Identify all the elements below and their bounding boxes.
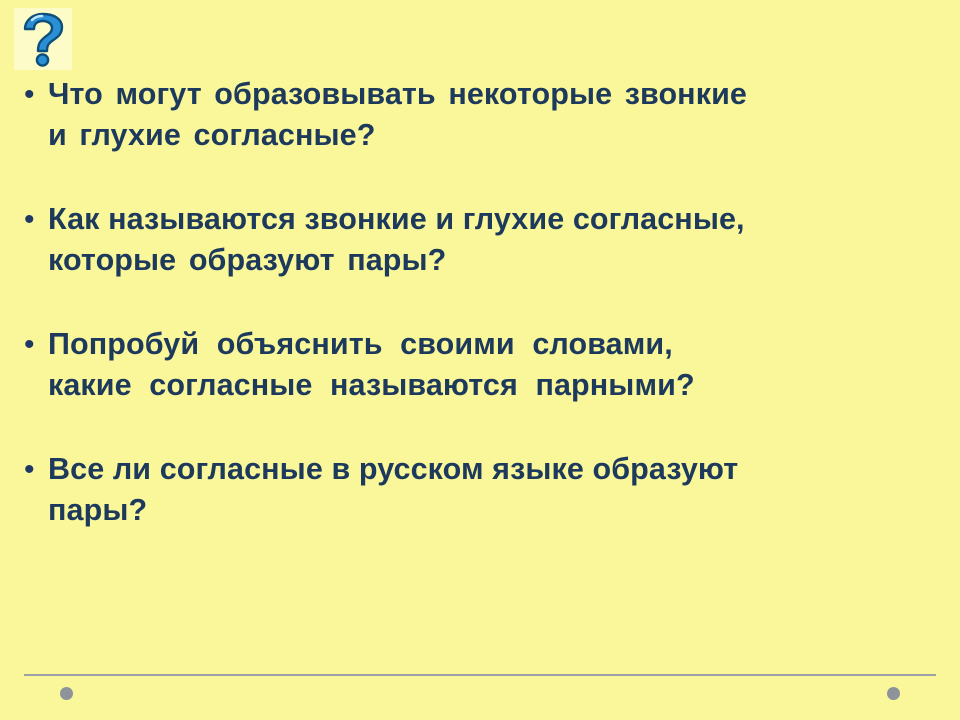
bullet-list bbox=[18, 74, 934, 531]
bullet-line: и глухие согласные? bbox=[48, 117, 376, 152]
bullet-line: Как называются звонкие и глухие согласные, bbox=[48, 202, 745, 237]
list-item bbox=[18, 199, 934, 280]
bullet-line: которые образуют пары? bbox=[48, 242, 447, 277]
bullet-text bbox=[48, 324, 934, 405]
bullet-text bbox=[48, 74, 934, 155]
footer-dot-right bbox=[887, 687, 900, 700]
question-mark-icon bbox=[14, 8, 72, 70]
bullet-line: Попробуй объяснить своими словами, bbox=[48, 327, 673, 362]
bullet-line: Все ли согласные в русском языке образуют bbox=[48, 452, 739, 487]
list-item bbox=[18, 449, 934, 530]
bullet-marker: • bbox=[24, 203, 35, 237]
bullet-text bbox=[48, 449, 934, 530]
footer-dot-left bbox=[60, 687, 73, 700]
bullet-marker: • bbox=[24, 328, 35, 362]
bullet-line: пары? bbox=[48, 492, 148, 527]
bullet-line: Что могут образовывать некоторые звонкие bbox=[48, 77, 747, 111]
list-item bbox=[18, 324, 934, 405]
list-item bbox=[18, 74, 934, 155]
bullet-marker: • bbox=[24, 453, 35, 487]
bullet-line: какие согласные называются парными? bbox=[48, 367, 695, 402]
bullet-marker: • bbox=[24, 78, 35, 111]
footer-divider bbox=[24, 674, 936, 676]
bullet-text bbox=[48, 199, 934, 280]
